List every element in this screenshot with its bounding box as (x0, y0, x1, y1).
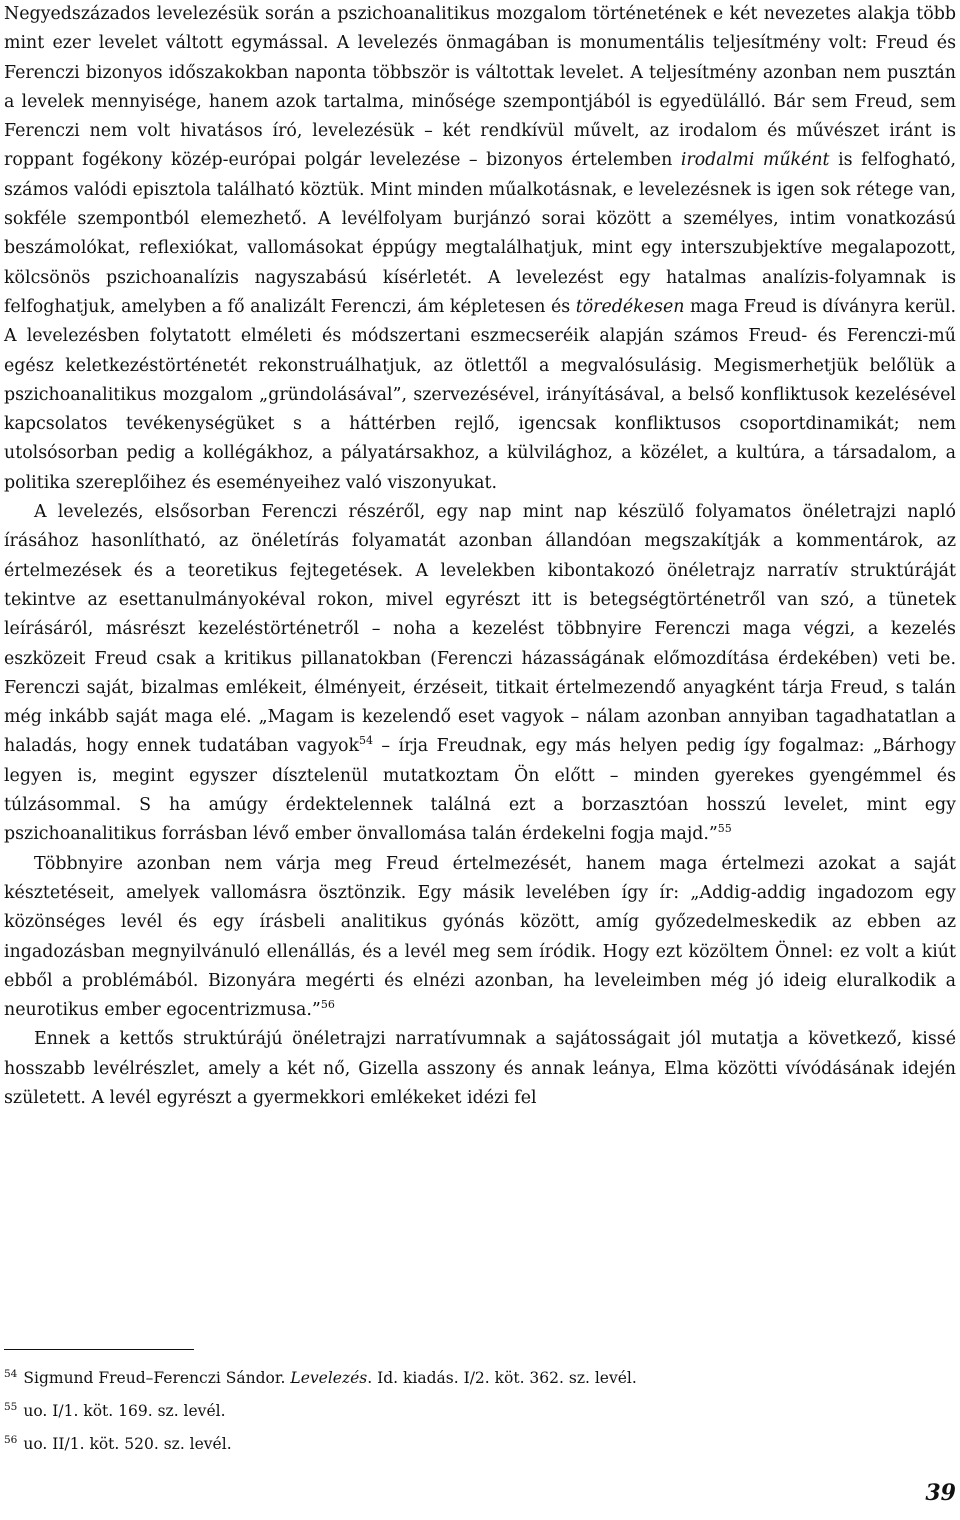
footnote-item (4, 1428, 904, 1461)
footnote-separator (4, 1349, 194, 1350)
footnote-mark: 54 (4, 1367, 18, 1380)
paragraph-text: Ennek a kettős struktúrájú önéletrajzi narratívumnak a sajátosságait jól mutatja a következő, kissé hosszabb levélrészlet, amely a két nő, Gizella asszony és annak leánya, Elma közötti vívódásának idején született. A levél egyrészt a gyermekkori emlékeket idézi fel (4, 1029, 956, 1108)
page-number: 39 (925, 1480, 956, 1506)
footnote-item (4, 1395, 904, 1428)
footnote-text: . Id. kiadás. I/2. köt. 362. sz. levél. (367, 1369, 637, 1387)
footnote-italic: Levelezés (290, 1369, 368, 1387)
footnote-mark: 55 (4, 1400, 18, 1413)
paragraph-1 (4, 0, 956, 498)
footnote-mark: 56 (4, 1433, 18, 1446)
footnote-text: uo. II/1. köt. 520. sz. levél. (23, 1435, 232, 1453)
footnote-text: Sigmund Freud–Ferenczi Sándor. (23, 1369, 291, 1387)
paragraph-3 (4, 850, 956, 1026)
page-body (4, 0, 956, 1113)
paragraph-text: – írja Freudnak, egy más helyen pedig így fogalmaz: „Bárhogy legyen is, megint egyszer dísztelenül mutatkoztam Ön előtt – minden gyerekes gyengémmel és túlzásommal. S ha amúgy érdektelennek találná ezt a borzasztóan hosszú levelet, mint egy pszichoanalitikus forrásban lévő ember önvallomása talán érdekelni fogja majd.” (4, 736, 956, 845)
paragraph-text: Többnyire azonban nem várja meg Freud értelmezését, hanem maga értelmezi azokat a saját késztetéseit, amelyek vallomásra ösztönzik. Egy másik levelében így ír: „Addig-addig ingadozom egy közönséges levél és egy írásbeli analitikus gyónás között, amíg győzedelmeskedik az ebben az ingadozásban megnyilvánuló ellenállás, és a levél meg sem íródik. Hogy ezt közöltem Önnel: ez volt a kiút ebből a problémából. Bizonyára megérti és elnézi azonban, ha leveleimben még jó ideig eluralkodik a neurotikus ember egocentrizmusa.” (4, 853, 956, 1021)
footnote-reference[interactable]: 55 (717, 822, 732, 836)
paragraph-text: A levelezés, elsősorban Ferenczi részéről, egy nap mint nap készülő folyamatos önéletrajzi napló írásához hasonlítható, az önéletírás folyamatát azonban állandóan megszakítják a kommentárok, az értelmezések és a teoretikus fejtegetések. A levelekben kibontakozó önéletrajz narratív struktúráját tekintve az esettanulmányokéval rokon, mivel egyrészt itt is betegségtörténetről van szó, a tünetek leírásáról, másrészt kezeléstörténetről – noha a kezelést többnyire Ferenczi maga végzi, a kezelés eszközeit Freud csak a kritikus pillanatokban (Ferenczi házasságának előmozdítása érdekében) veti be. Ferenczi saját, bizalmas emlékeit, élményeit, érzéseit, titkait értelmezendő anyagként tárja Freud, s talán még inkább saját maga elé. „Magam is kezelendő eset vagyok – nálam azonban annyiban tagadhatatlan a haladás, hogy ennek tudatában vagyok (4, 502, 956, 757)
footnote-text: uo. I/1. köt. 169. sz. levél. (23, 1402, 226, 1420)
italic-phrase: töredékesen (575, 296, 685, 317)
paragraph-4 (4, 1025, 956, 1113)
paragraph-text: maga Freud is díványra kerül. A levelezésben folytatott elméleti és módszertani eszmecseréik alapján számos Freud- és Ferenczi-mű egész keletkezéstörténetét rekonstruálhatjuk, az ötlettől a megvalósulásig. Megismerhetjük belőlük a pszichoanalitikus mozgalom „gründolásával”, szervezésével, irányításával, a belső konfliktusok kezelésével kapcsolatos tevékenységüket s a háttérben rejlő, igencsak konfliktusos csoportdinamikát; nem utolsósorban pedig a kollégákhoz, a pályatársakhoz, a külvilághoz, a közélet, a kultúra, a társadalom, a politika szereplőihez és eseményeihez való viszonyukat. (4, 296, 956, 493)
footnotes (4, 1362, 904, 1461)
italic-phrase: irodalmi műként (680, 150, 830, 171)
paragraph-text: Negyedszázados levelezésük során a pszichoanalitikus mozgalom történetének e két nevezetes alakja több mint ezer levelet váltott egymással. A levelezés önmagában is monumentális teljesítmény volt: Freud és Ferenczi bizonyos időszakokban naponta többször is váltottak levelet. A teljesítmény azonban nem pusztán a levelek mennyisége, hanem azok tartalma, minősége szempontjából is egyedülálló. Bár sem Freud, sem Ferenczi nem volt hivatásos író, levelezésük – két rendkívül művelt, az irodalom és művészet iránt is roppant fogékony közép-európai polgár levelezése – bizonyos értelemben (4, 4, 956, 171)
paragraph-2 (4, 498, 956, 850)
paragraph-text: is felfogható, számos valódi episztola található köztük. Mint minden műalkotásnak, e levelezésnek is igen sok rétege van, sokféle szempontból elemezhető. A levélfolyam burjánzó sorai között a személyes, intim vonatkozású beszámolókat, reflexiókat, vallomásokat éppúgy megtalálhatjuk, mint egy interszubjektíve megalapozott, kölcsönös pszichoanalízis nagyszabású kísérletét. A levelezést egy hatalmas analízis-folyamnak is felfoghatjuk, amelyben a fő analizált Ferenczi, ám képletesen és (4, 150, 956, 317)
footnote-reference[interactable]: 54 (359, 734, 374, 748)
footnote-reference[interactable]: 56 (320, 998, 335, 1012)
footnote-item (4, 1362, 904, 1395)
